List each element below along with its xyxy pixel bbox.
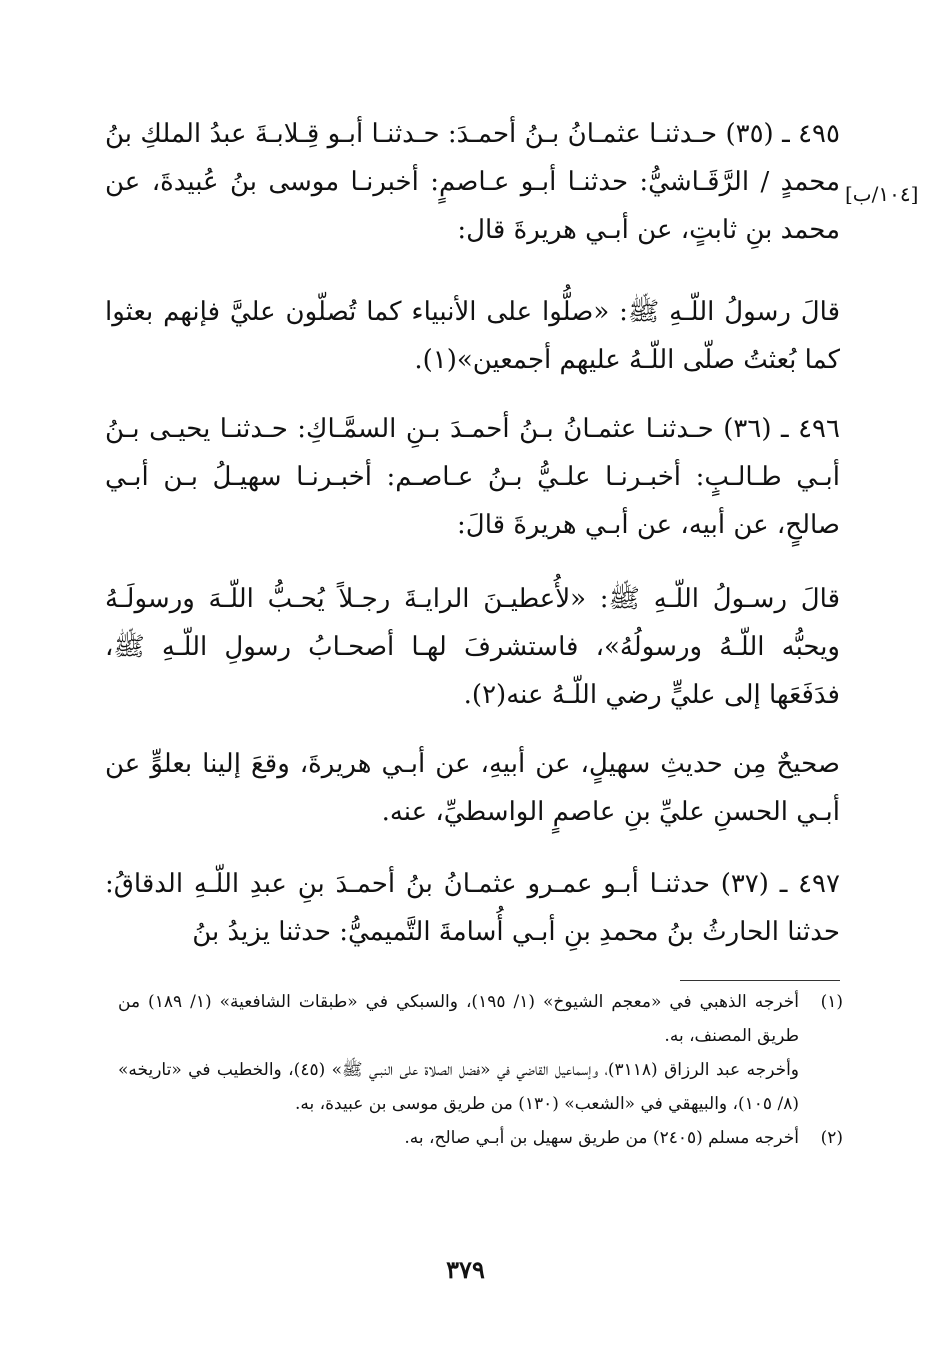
folio-margin-note: [١٠٤/ب] [845,182,919,206]
footnote-1-number: (١) [820,992,843,1012]
footnote-1-text: أخرجه الذهبي في «معجم الشيوخ» (١/ ١٩٥)، والسبكي في «طبقات الشافعية» (١/ ١٨٩) من طريق المصنف، به. [118,992,799,1046]
hadith-496-isnad [105,405,840,549]
footnote-2 [118,1121,843,1155]
footnote-2-text: أخرجه مسلم (٢٤٠٥) من طريق سهيل بن أبـي صالح، به. [404,1128,799,1148]
footnote-1-continuation: وأخرجه عبد الرزاق (٣١١٨)، وإسماعيل القاضي في «فضل الصلاة على النبـي ﷺ» (٤٥)، والخطيب في «تاريخه» (٨/ ١٠٥)، والبيهقي في «الشعب» (١٣٠) من طريق موسى بن عبيدة، به. [118,1060,800,1114]
hadith-495-isnad [105,110,840,254]
paragraph-comment: صحيحٌ مِن حديثِ سهيلٍ، عن أبيهِ، عن أبـي هريرةَ، وقعَ إلينا بعلوٍّ عن أبـي الحسنِ عليِّ بنِ عاصمٍ الواسطيِّ، عنه. [105,749,840,827]
paragraph-495: ٤٩٥ ـ (٣٥) حـدثنـا عثمـانُ بـنُ أحمـدَ: حـدثنـا أبـو قِـلابـةَ عبدُ الملكِ بنُ محمدٍ / الرَّقَـاشيُّ: حدثنـا أبـو عـاصمٍ: أخبرنـا موسى بنُ عُبيدةَ، عن محمد بنِ ثابتٍ، عن أبـي هريرةَ قال: [105,119,840,245]
hadith-495-matn [105,288,840,384]
paragraph-496-text: قالَ رسـولُ اللّـهِ ﷺ: «لأُعطيـنَ الرايـةَ رجـلاً يُحـبُّ اللّـهَ ورسولَـهُ ويحبُّه اللّـهُ ورسولُهُ»، فاستشرفَ لهـا أصحـابُ رسولِ اللّـهِ ﷺ، فدَفَعَها إلى عليٍّ رضي اللّـهُ عنه(٢). [105,584,840,710]
hadith-496-matn [105,575,840,719]
paragraph-496: ٤٩٦ ـ (٣٦) حـدثنـا عثمـانُ بـنُ أحمـدَ بـنِ السمَّـاكِ: حـدثنـا يحيـى بـنُ أبـي طـالـبٍ: أخبـرنـا علـيُّ بـنُ عـاصـم: أخبـرنـا سهيـلُ بـن أبـي صالحٍ، عن أبيه، عن أبـي هريرةَ قالَ: [105,414,840,540]
paragraph-495-text: قالَ رسولُ اللّـهِ ﷺ: «صلُّوا على الأنبياء كما تُصلّون عليَّ فإنهم بعثوا كما بُعثتُ صلّى اللّـهُ عليهم أجمعين»(١). [105,297,840,375]
paragraph-497: ٤٩٧ ـ (٣٧) حدثنـا أبـو عمـرو عثمـانُ بنُ أحمـدَ بنِ عبدِ اللّـهِ الدقاقُ: حدثنا الحارثُ بنُ محمدِ بنِ أبـي أُسامةَ التَّميميُّ: حدثنا يزيدُ بنُ [105,869,840,947]
hadith-497-isnad [105,860,840,956]
footnote-divider [680,980,840,981]
hadith-496-comment [105,740,840,836]
footnote-1 [118,985,843,1053]
footnotes [118,985,843,1155]
page-number: ٣٧٩ [446,1255,485,1284]
footnote-2-number: (٢) [820,1128,843,1148]
